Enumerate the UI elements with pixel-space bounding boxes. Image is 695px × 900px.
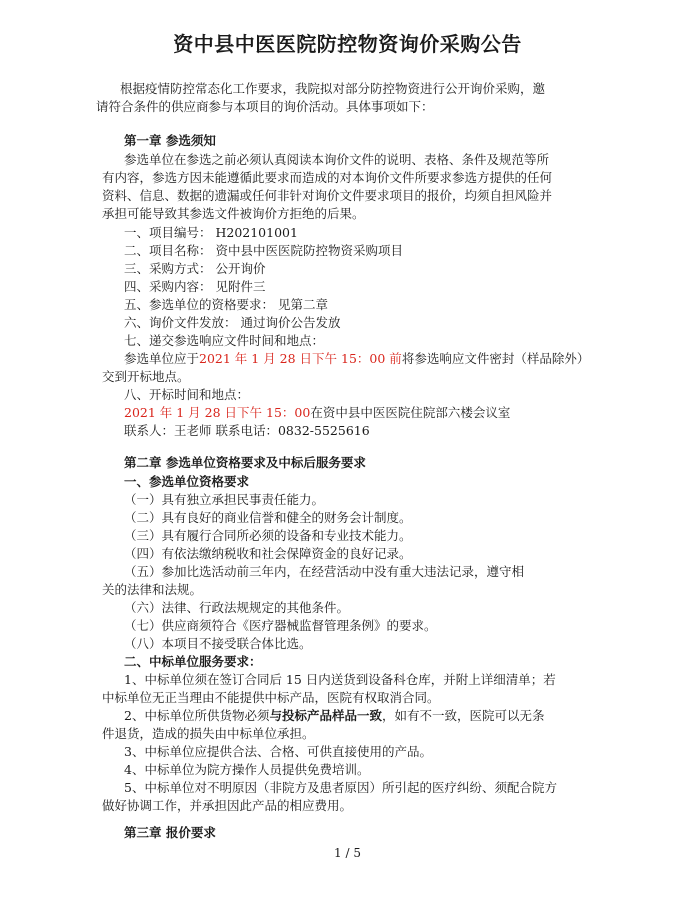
document-title: 资中县中医医院防控物资询价采购公告 — [173, 32, 522, 56]
intro-line: 根据疫情防控常态化工作要求，我院拟对部分防控物资进行公开询价采购，邀 — [120, 81, 546, 96]
page-number: 1 / 5 — [334, 846, 361, 860]
submission-text: 参选单位应于 — [124, 351, 200, 366]
opening-time-line — [124, 404, 510, 422]
project-name: 二、项目名称： 资中县中医医院防控物资采购项目 — [124, 243, 403, 258]
service-item: 中标单位无正当理由不能提供中标产品，医院有权取消合同。 — [102, 690, 440, 705]
service-item: 1、中标单位须在签订合同后 15 日内送货到设备科仓库，并附上详细清单；若 — [124, 672, 556, 687]
opening-time: 2021 年 1 月 28 日下午 15：00 — [124, 405, 311, 420]
qualification-item: （七）供应商须符合《医疗器械监督管理条例》的要求。 — [124, 618, 437, 633]
service-item — [124, 707, 545, 725]
opening-heading: 八、开标时间和地点： — [124, 387, 250, 402]
section-heading: 二、中标单位服务要求： — [124, 654, 262, 669]
service-item: 3、中标单位应提供合法、合格、可供直接使用的产品。 — [124, 744, 432, 759]
qualification-item: （五）参加比选活动前三年内，在经营活动中没有重大违法记录，遵守相 — [124, 564, 525, 579]
project-number: 一、项目编号： H202101001 — [124, 225, 298, 240]
chapter-1-heading: 第一章 参选须知 — [124, 133, 216, 148]
qualification-requirement: 五、参选单位的资格要求： 见第二章 — [124, 297, 328, 312]
service-text: 2、中标单位所供货物必须 — [124, 708, 270, 723]
notice-line: 有内容，参选方因未能遵循此要求而造成的对本询价文件所要求参选方提供的任何 — [102, 170, 553, 185]
submission-location: 交到开标地点。 — [102, 369, 190, 384]
qualification-item: 关的法律和法规。 — [102, 582, 203, 597]
chapter-3-heading: 第三章 报价要求 — [124, 825, 216, 840]
service-item: 5、中标单位对不明原因（非院方及患者原因）所引起的医疗纠纷、须配合院方 — [124, 780, 557, 795]
submission-text: 将参选响应文件密封（样品除外） — [401, 351, 590, 366]
service-item: 做好协调工作，并承担因此产品的相应费用。 — [102, 798, 353, 813]
qualification-item: （四）有依法缴纳税收和社会保障资金的良好记录。 — [124, 546, 412, 561]
document-distribution: 六、询价文件发放： 通过询价公告发放 — [124, 315, 341, 330]
submission-heading: 七、递交参选响应文件时间和地点： — [124, 333, 325, 348]
notice-line: 资料、信息、数据的遗漏或任何非针对询价文件要求项目的报价，均须自担风险并 — [102, 188, 553, 203]
submission-deadline: 2021 年 1 月 28 日下午 15：00 前 — [199, 351, 402, 366]
service-emphasis: 与投标产品样品一致 — [269, 708, 382, 723]
procurement-content: 四、采购内容： 见附件三 — [124, 279, 266, 294]
procurement-method: 三、采购方式： 公开询价 — [124, 261, 266, 276]
intro-line: 请符合条件的供应商参与本项目的询价活动。具体事项如下： — [96, 99, 434, 114]
service-item: 件退货，造成的损失由中标单位承担。 — [102, 726, 315, 741]
qualification-item: （二）具有良好的商业信誉和健全的财务会计制度。 — [124, 510, 412, 525]
chapter-2-heading: 第二章 参选单位资格要求及中标后服务要求 — [124, 455, 366, 470]
notice-line: 参选单位在参选之前必须认真阅读本询价文件的说明、表格、条件及规范等所 — [124, 152, 550, 167]
qualification-item: （六）法律、行政法规规定的其他条件。 — [124, 600, 350, 615]
service-text: ，如有不一致，医院可以无条 — [381, 708, 545, 723]
section-heading: 一、参选单位资格要求 — [124, 474, 250, 489]
notice-line: 承担可能导致其参选文件被询价方拒绝的后果。 — [102, 206, 365, 221]
submission-deadline-line — [124, 350, 589, 368]
opening-location: 在资中县中医医院住院部六楼会议室 — [310, 405, 511, 420]
qualification-item: （八）本项目不接受联合体比选。 — [124, 636, 312, 651]
service-item: 4、中标单位为院方操作人员提供免费培训。 — [124, 762, 370, 777]
qualification-item: （三）具有履行合同所必须的设备和专业技术能力。 — [124, 528, 412, 543]
contact-info: 联系人：王老师 联系电话：0832-5525616 — [124, 423, 370, 438]
qualification-item: （一）具有独立承担民事责任能力。 — [124, 492, 325, 507]
